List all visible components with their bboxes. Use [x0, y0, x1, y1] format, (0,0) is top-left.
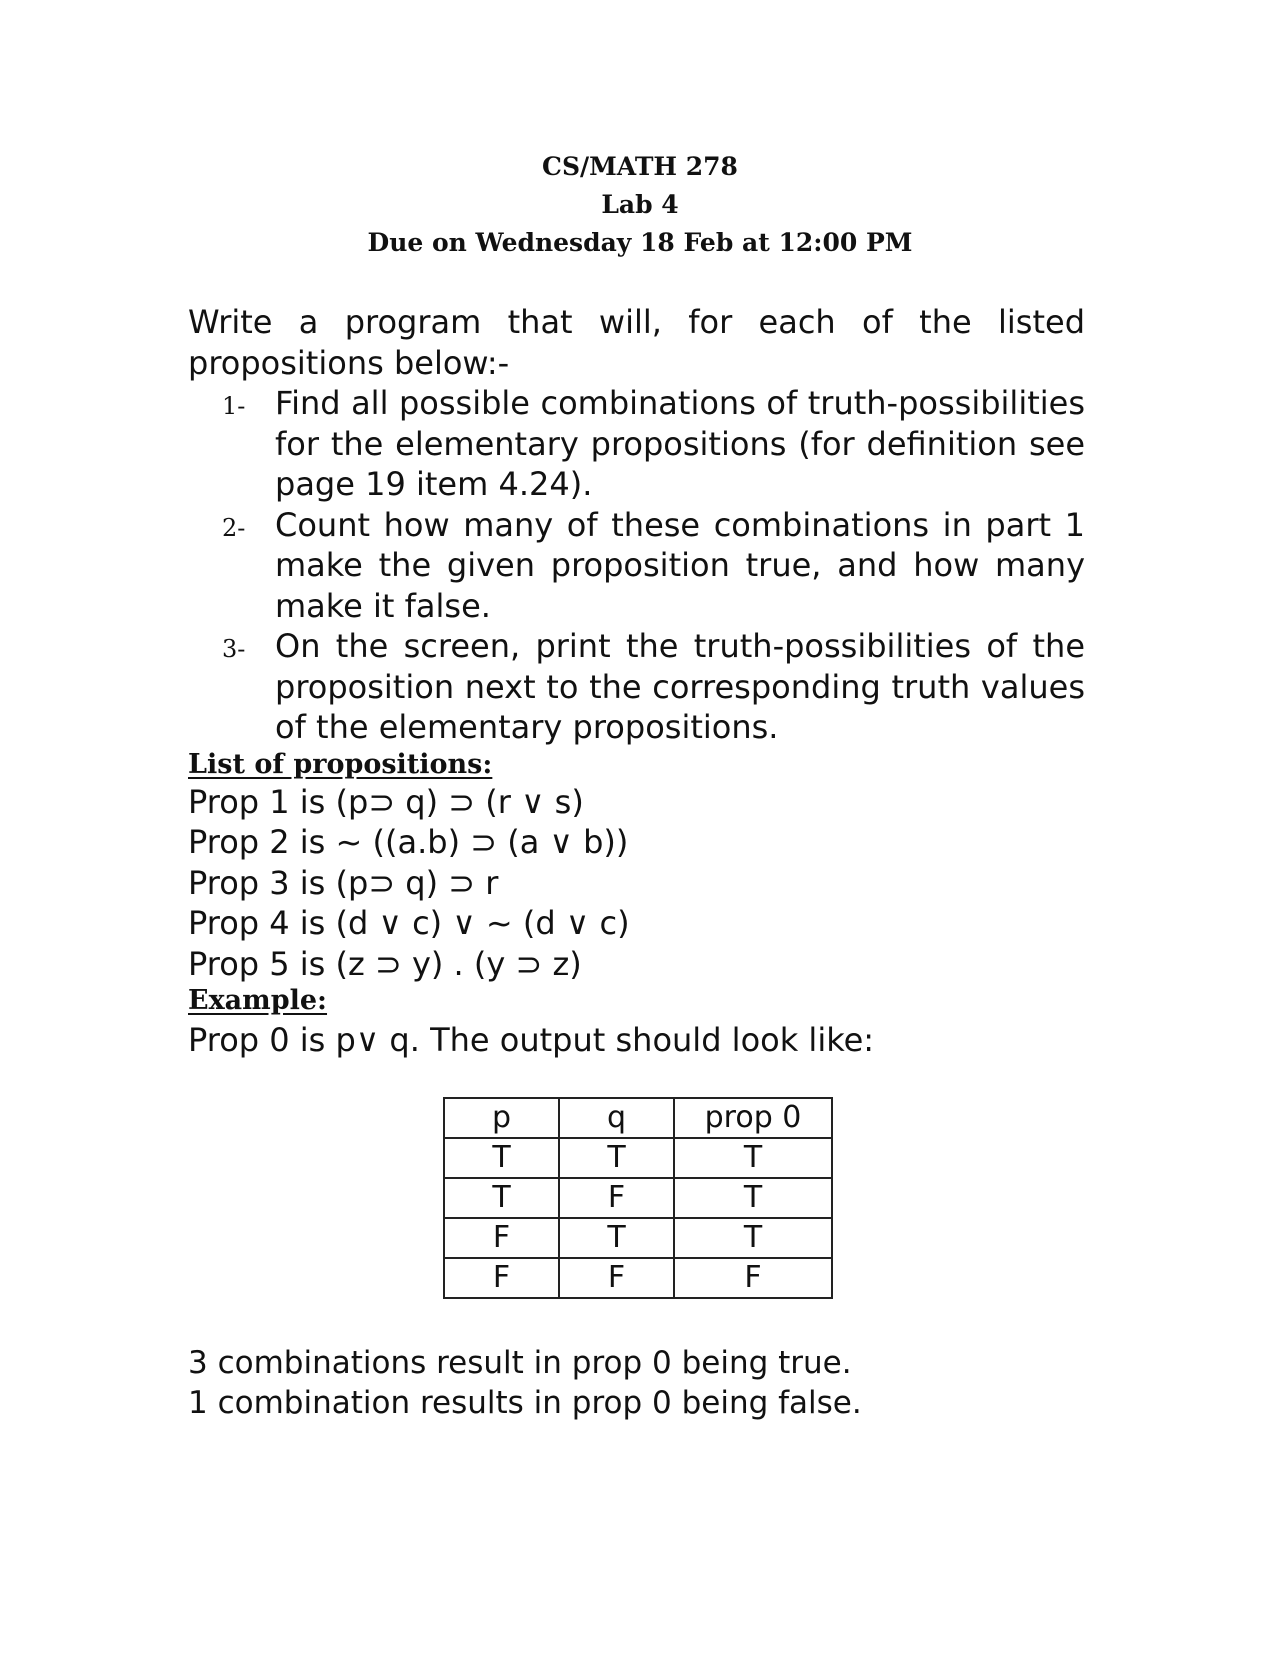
proposition-item: Prop 2 is ~ ((a.b) ⊃ (a ∨ b)) — [188, 823, 629, 861]
proposition-list — [188, 782, 1085, 985]
proposition-item: Prop 3 is (p⊃ q) ⊃ r — [188, 863, 499, 902]
proposition-item: Prop 4 is (d ∨ c) ∨ ~ (d ∨ c) — [188, 904, 630, 942]
table-row — [444, 1258, 832, 1298]
table-row — [444, 1138, 832, 1178]
header-cell-prop: prop 0 — [674, 1098, 832, 1138]
table-cell: T — [444, 1178, 559, 1218]
summary-true-line: 3 combinations result in prop 0 being true. — [188, 1344, 852, 1381]
example-text: Prop 0 is p∨ q. The output should look like: — [188, 1021, 875, 1059]
table-cell: F — [444, 1218, 559, 1258]
table-cell: F — [559, 1178, 674, 1218]
task-text: On the screen, print the truth-possibilities of the proposition next to the corresponding truth values of the elementary propositions. — [275, 627, 1085, 746]
task-number: 1- — [222, 392, 246, 420]
summary-false-line: 1 combination results in prop 0 being false. — [188, 1384, 862, 1421]
table-cell: T — [674, 1138, 832, 1178]
table-header-row — [444, 1098, 832, 1138]
lab-title: Lab 4 — [601, 190, 679, 219]
document-header — [0, 148, 1280, 262]
header-cell-p: p — [444, 1098, 559, 1138]
table-cell: T — [674, 1218, 832, 1258]
task-item — [188, 505, 1085, 627]
table-row — [444, 1218, 832, 1258]
table-cell: F — [444, 1258, 559, 1298]
example-heading: Example: — [188, 985, 328, 1016]
task-list — [188, 383, 1085, 748]
intro-paragraph: Write a program that will, for each of the listed propositions below:- — [188, 303, 1085, 382]
header-cell-q: q — [559, 1098, 674, 1138]
table-cell: T — [559, 1218, 674, 1258]
task-number: 2- — [222, 513, 246, 542]
task-text: Find all possible combinations of truth-possibilities for the elementary propositions (for definition see page 19 item 4.24). — [275, 384, 1085, 503]
table-cell: T — [444, 1138, 559, 1178]
document-body — [188, 302, 1085, 1423]
table-cell: T — [674, 1178, 832, 1218]
task-item — [188, 626, 1085, 748]
task-text: Count how many of these combinations in part 1 make the given proposition true, and how many make it false. — [275, 505, 1085, 625]
task-item — [188, 383, 1085, 505]
table-cell: T — [559, 1138, 674, 1178]
table-cell: F — [674, 1258, 832, 1298]
course-title: CS/MATH 278 — [542, 152, 738, 181]
result-summary — [188, 1343, 1085, 1423]
proposition-item: Prop 1 is (p⊃ q) ⊃ (r ∨ s) — [188, 782, 584, 821]
table-row — [444, 1178, 832, 1218]
proposition-item: Prop 5 is (z ⊃ y) . (y ⊃ z) — [188, 944, 582, 983]
truth-table — [443, 1097, 833, 1299]
task-number: 3- — [222, 635, 246, 663]
table-cell: F — [559, 1258, 674, 1298]
propositions-heading: List of propositions: — [188, 748, 493, 780]
due-date: Due on Wednesday 18 Feb at 12:00 PM — [367, 228, 913, 257]
